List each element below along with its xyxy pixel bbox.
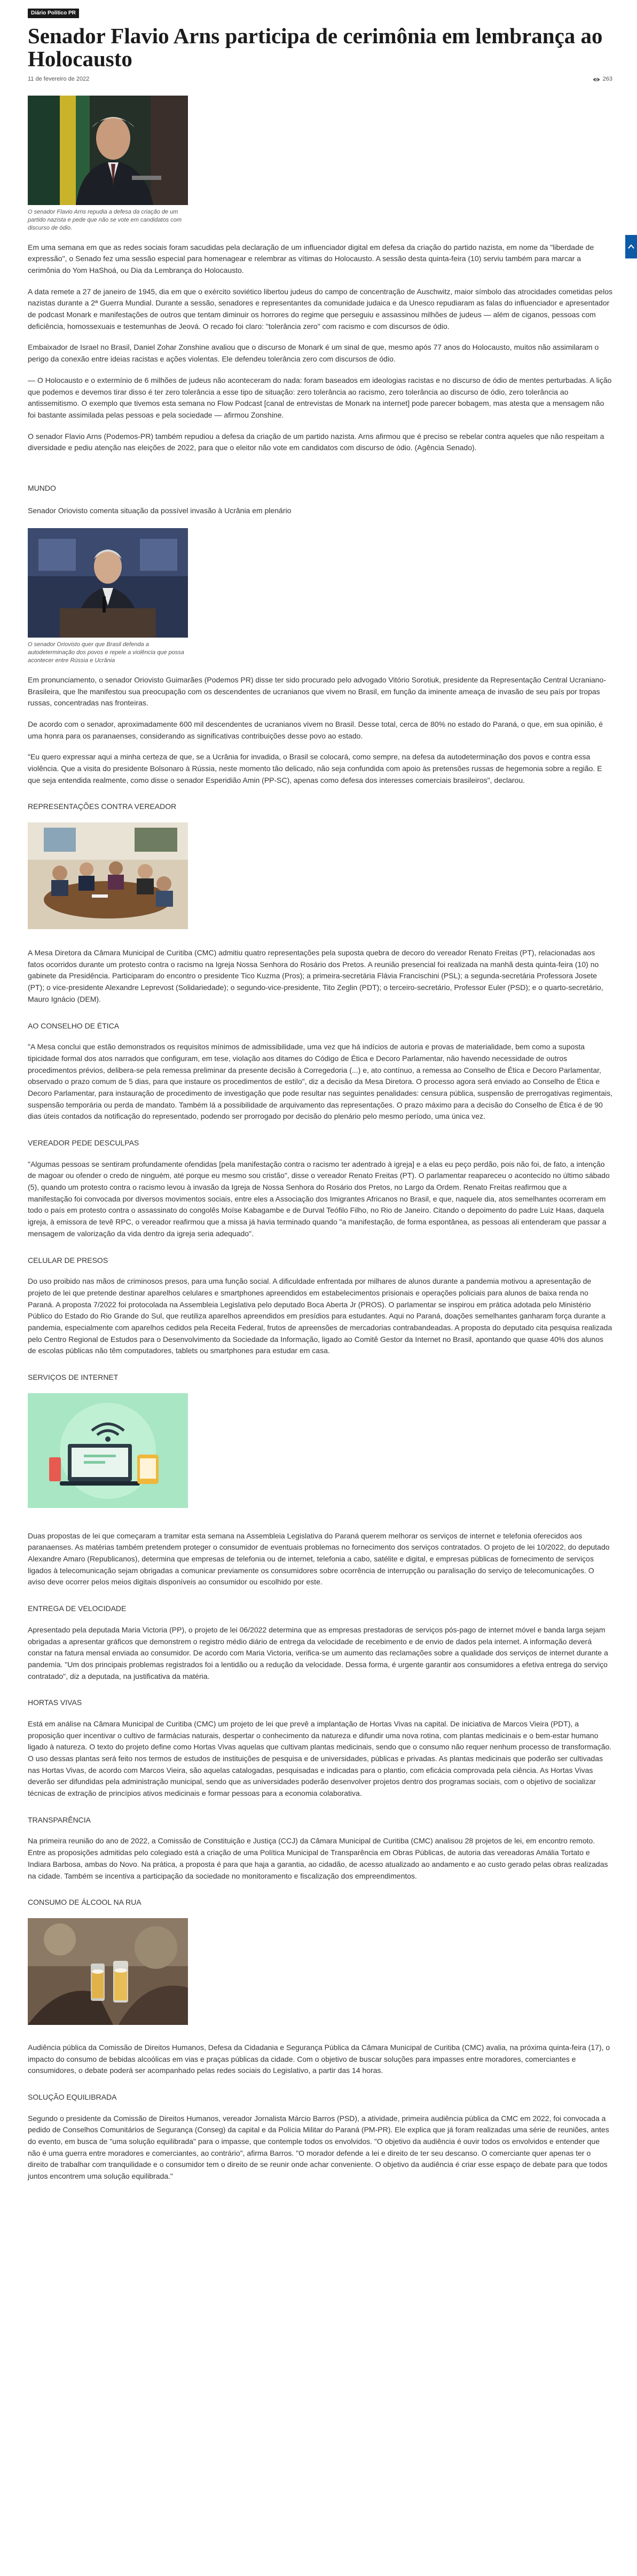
section-heading-solucao: SOLUÇÃO EQUILIBRADA bbox=[28, 2092, 117, 2101]
view-counter bbox=[593, 75, 612, 84]
photo-consumo-alcool bbox=[28, 1918, 188, 2025]
paragraph: — O Holocausto e o extermínio de 6 milhões de judeus não aconteceram do nada: foram baseados em ideologias racistas e no discurso de ódio de mentes perturbadas. A lição que podemos e devemos tirar disso é ter zero tolerância a esse tipo de situação: zero tolerância ao racismo, zero tolerância ao discurso de ódio, zero tolerância ao antissemitismo. O exemplo que tivemos esta semana no Flow Podcast [canal de entrevistas de Monark na internet] pode parecer bobagem, mas atesta que a mensagem não foi bastante assimilada pelas pessoas e pela sociedade — afirmou Zonshine. bbox=[28, 375, 612, 419]
eye-icon bbox=[593, 76, 600, 83]
section-heading-velocidade: ENTREGA DE VELOCIDADE bbox=[28, 1604, 127, 1613]
page-title: Senador Flavio Arns participa de cerimônia em lembrança ao Holocausto bbox=[28, 23, 603, 72]
article-meta bbox=[28, 75, 612, 84]
paragraph: Apresentado pela deputada Maria Victoria (PP), o projeto de lei 06/2022 determina que as empresas prestadoras de serviços pós-pago de internet móvel e banda larga sejam obrigadas a apresentar gráficos que demonstrem o registro médio diário de entrega da velocidade de recebimento e de envio de dados pela internet. A informação deverá constar na fatura mensal enviada ao consumidor. De acordo com Maria Victoria, verifica-se um aumento das reclamações sobre a qualidade dos serviços de internet durante a pandemia. "Um dos principais problemas registrados foi a lentidão ou a redução da velocidade. Dessa forma, é urgente garantir aos consumidores a efetiva entrega do serviço contratado", diz a deputada, na justificativa da matéria. bbox=[28, 1625, 608, 1680]
photo-oriovisto bbox=[28, 528, 188, 638]
paragraph: "Eu quero expressar aqui a minha certeza de que, se a Ucrânia for invadida, o Brasil se colocará, como sempre, na defesa da autodeterminação dos povos e contra essa violência. Que a visita do presidente Bolsonaro à Rússia, neste momento tão delicado, não seja confundida com apoio às pretensões russas de hegemonia sobre a região. E que seja entendida realmente, como disse o senador Esperidião Amin (PP-SC), apenas como defesa dos interesses comerciais brasileiros", declarou. bbox=[28, 752, 602, 784]
publish-date: 11 de fevereiro de 2022 bbox=[28, 76, 90, 83]
figure-alcool bbox=[28, 1918, 188, 2025]
photo-mesa-diretora bbox=[28, 822, 188, 929]
section-heading-mundo: MUNDO bbox=[28, 483, 56, 492]
photo-flavio-arns bbox=[28, 96, 188, 205]
section-heading-desculpas: VEREADOR PEDE DESCULPAS bbox=[28, 1138, 139, 1148]
section-heading-hortas: HORTAS VIVAS bbox=[28, 1698, 82, 1707]
article bbox=[28, 6, 612, 2182]
section-heading-representacoes: REPRESENTAÇÕES CONTRA VEREADOR bbox=[28, 802, 177, 811]
figure-mesa bbox=[28, 822, 188, 929]
paragraph: Está em análise na Câmara Municipal de Curitiba (CMC) um projeto de lei que prevê a implantação de Hortas Vivas na capital. De iniciativa de Marcos Vieira (PDT), a proposição quer incentivar o cultivo de farmácias naturais, despertar o conhecimento da natureza e difundir uma nova rotina, com plantas medicinais e o bem-estar humano ligado à natureza. O texto do projeto define como Hortas Vivas aquelas que cultivam plantas medicinais, sendo que o consumo não requer nenhum processo de transformação. O uso dessas plantas será feito nos termos de estudos de instituições de pesquisa e de universidades, públicas e privadas. As plantas medicinais que poderão ser cultivadas nas Hortas Vivas, de acordo com Marcos Vieira, são aquelas catalogadas, pesquisadas e indicadas para o plantio, com eficácia comprovada pela ciência. As Hortas Vivas deverão ser difundidas pela administração municipal, sendo que as universidades poderão desenvolver projetos dentro dos programas sociais, com o objetivo de socializar técnicas de extração de princípios ativos medicinais e formar pessoas para a economia colaborativa. bbox=[28, 1719, 612, 1798]
paragraph: "A Mesa conclui que estão demonstrados os requisitos mínimos de admissibilidade, uma vez que há indícios de autoria e provas de materialidade, bem como a suposta tipicidade formal dos atos narrados que configuram, em tese, violação aos ditames do Código de Ética e Decoro Parlamentar, não havendo necessidade de outros procedimentos prévios, delibera-se pela remessa preliminar da presente decisão à Corregedoria (...) e, ato contínuo, a remessa ao Conselho de Ética e Decoro Parlamentar, observado o prazo comum de 5 dias, para que instaure os procedimentos de estilo", diz a decisão da Mesa Diretora. O processo agora será enviado ao Conselho de Ética e Decoro Parlamentar, para instauração de procedimento de investigação que pode resultar nas seguintes penalidades: censura pública, suspensão de prerrogativas regimentais, suspensão temporária ou perda de mandato. Também lá a possibilidade de arquivamento das representações. O prazo máximo para a decisão do Conselho de Ética é de 90 dias úteis contados da notificação do representado, podendo ser prorrogado por decisão do plenário pelo mesmo período, uma única vez. bbox=[28, 1042, 613, 1121]
figure-internet bbox=[28, 1393, 188, 1508]
figure-arns bbox=[28, 96, 188, 232]
category-tag[interactable]: Diário Político PR bbox=[28, 9, 79, 18]
paragraph: Na primeira reunião do ano de 2022, a Comissão de Constituição e Justiça (CCJ) da Câmara Municipal de Curitiba (CMC) analisou 28 projetos de lei, em encontro remoto. Entre as proposições admitidas pelo colegiado está a criação de uma Política Municipal de Transparência em Obras Públicas, de autoria das vereadoras Amália Tortato e Indiara Barbosa, ambas do Novo. Na prática, a proposta é para que haja a garantia, ao cidadão, de acesso atualizado ao andamento e ao custo gerado pelas obras realizadas na cidade. Também se incentiva a participação da sociedade no monitoramento e fiscalização dos empreendimentos. bbox=[28, 1836, 608, 1880]
section-heading-internet: SERVIÇOS DE INTERNET bbox=[28, 1373, 119, 1382]
section-heading-celular: CELULAR DE PRESOS bbox=[28, 1255, 108, 1265]
section-heading-etica: AO CONSELHO DE ÉTICA bbox=[28, 1021, 120, 1030]
section-heading-transparencia: TRANSPARÊNCIA bbox=[28, 1815, 91, 1824]
paragraph: Duas propostas de lei que começaram a tramitar esta semana na Assembleia Legislativa do Paraná querem melhorar os serviços de internet e telefonia oferecidos aos paranaenses. As matérias também pretendem proteger o consumidor de eventuais problemas no fornecimento dos serviços contratados. O projeto de lei 10/2022, do deputado Alexandre Amaro (Republicanos), determina que empresas de telefonia ou de internet, telefonia a cabo, satélite e digital, e empresas públicas de fornecimento de serviços ligados à telecomunicação sejam obrigadas a comunicar previamente os consumidores sobre ocorrência de interrupção ou paralisação do serviço de telecomunicações. O aviso deve ocorrer pelos meios digitais disponíveis ao consumidor ou escolhido por este. bbox=[28, 1531, 610, 1587]
paragraph: A data remete a 27 de janeiro de 1945, dia em que o exército soviético libertou judeus do campo de concentração de Auschwitz, maior símbolo das atrocidades cometidas pelos nazistas durante a 2ª Guerra Mundial. Durante a sessão, senadores e representantes da comunidade judaica e da Unesco repudiaram as falas do influenciador e apresentador de podcast Monark e manifestações de outros que tentam diminuir os horrores do regime que perseguiu e assassinou milhões de judeus — além de ciganos, pessoas com deficiência, homossexuais e testemunhas de Jeová. O recado foi claro: "tolerância zero" com racismo e com discursos de ódio. bbox=[28, 287, 612, 331]
paragraph: A Mesa Diretora da Câmara Municipal de Curitiba (CMC) admitiu quatro representações pela suposta quebra de decoro do vereador Renato Freitas (PT), relacionadas aos fatos ocorridos durante um protesto contra o racismo na Igreja Nossa Senhora do Rosário dos Pretos. A reunião presencial foi realizada na manhã desta quinta-feira (10) no gabinete da Presidência. Participaram do encontro o presidente Tico Kuzma (Pros); a primeira-secretária Flávia Francischini (PSL); a segunda-secretária Professora Josete (PT); o vice-presidente Alexandre Leprevost (Solidariedade); o segundo-vice-presidente, Tito Zeglin (PDT); o terceiro-secretário, Professor Euler (PSD); e o quarto-secretário, Mauro Ignácio (DEM). bbox=[28, 948, 603, 1003]
paragraph: Audiência pública da Comissão de Direitos Humanos, Defesa da Cidadania e Segurança Pública da Câmara Municipal de Curitiba (CMC) avalia, na próxima quinta-feira (17), o impacto do consumo de bebidas alcoólicas em vias e praças públicas da cidade. Com o objetivo de buscar soluções para impasses entre moradores, comerciantes e consumidores, o debate poderá ser acompanhado pelas redes sociais do Legislativo, a partir das 14 horas. bbox=[28, 2043, 610, 2075]
illustration-internet bbox=[28, 1393, 188, 1508]
arrow-up-icon bbox=[628, 244, 634, 250]
side-scroll-button[interactable] bbox=[625, 235, 637, 258]
paragraph: O senador Flavio Arns (Podemos-PR) também repudiou a defesa da criação de um partido nazista. Arns afirmou que é preciso se rebelar contra aqueles que não respeitam a diversidade e pediu atenção nas eleições de 2022, para que o eleitor não vote em candidatos com discurso de ódio. (Agência Senado). bbox=[28, 431, 604, 452]
paragraph: Do uso proibido nas mãos de criminosos presos, para uma função social. A dificuldade enfrentada por milhares de alunos durante a pandemia motivou a apresentação de projeto de lei que pretende destinar aparelhos celulares e smartphones apreendidos em estabelecimentos prisionais e operações policiais para alunos de baixa renda no Paraná. A proposta 7/2022 foi protocolada na Assembleia Legislativa pelo deputado Boca Aberta Jr (PROS). O parlamentar se inspirou em prática adotada pelo Ministério Público do Estado do Rio Grande do Sul, que reutiliza aparelhos apreendidos em presídios para estudantes. Aqui no Paraná, doações semelhantes ganharam força durante a pandemia, especialmente com aparelhos cedidos pela Receita Federal, frutos de apreensões de mercadorias contrabandeadas. A proposta do deputado cita pesquisa realizada pelo Centro Regional de Estudos para o Desenvolvimento da Sociedade da Informação, ligado ao Comitê Gestor da Internet no Brasil, apontando que quase 40% dos alunos de escolas públicas não têm computadores, tablets ou smartphones para estudar em casa. bbox=[28, 1277, 612, 1355]
section-heading-alcool: CONSUMO DE ÁLCOOL NA RUA bbox=[28, 1898, 141, 1907]
figure-oriovisto bbox=[28, 528, 188, 665]
paragraph: Segundo o presidente da Comissão de Direitos Humanos, vereador Jornalista Márcio Barros (PSD), a atividade, primeira audiência pública da CMC em 2022, foi convocada a pedido de Conselhos Comunitários de Segurança (Conseg) da capital e da Polícia Militar do Paraná (PM-PR). Ele explica que já foram realizadas uma série de reuniões, antes do evento, em busca de "uma solução equilibrada" para o impasse, que contemple todos os envolvidos. "O objetivo da audiência é ouvir todos os envolvidos e entender que não é uma guerra entre moradores e comerciantes, ao contrário", afirma Barros. "O morador defende a lei e direito de ter seu descanso. O comerciante quer apenas ter o direito de trabalhar com tranquilidade e o consumidor tem o direito de se reunir onde achar conveniente. O objetivo da audiência é criar esse espaço de debate para que todos juntos encontrem uma solução equilibrada." bbox=[28, 2114, 609, 2181]
figure-caption: O senador Oriovisto quer que Brasil defenda a autodeterminação dos povos e repele a violência que possa acontecer entre Rússia e Ucrânia bbox=[28, 641, 184, 664]
paragraph: De acordo com o senador, aproximadamente 600 mil descendentes de ucranianos vivem no Brasil. Desse total, cerca de 80% no estado do Paraná, o que, em sua opinião, é uma honra para os paranaenses, considerando as significativas contribuições desse povo ao estado. bbox=[28, 719, 603, 740]
paragraph: Em uma semana em que as redes sociais foram sacudidas pela declaração de um influenciador digital em defesa da criação do partido nazista, em nome da "liberdade de expressão", o Senado fez uma sessão especial para homenagear e relembrar as vítimas do Holocausto. A sessão desta quinta-feira (10) serviu também para marcar a cerimônia do Yom HaShoá, ou Dia da Lembrança do Holocausto. bbox=[28, 242, 594, 275]
figure-caption: O senador Flavio Arns repudia a defesa da criação de um partido nazista e pede que não se vote em candidatos com discurso de ódio. bbox=[28, 209, 182, 231]
view-count: 263 bbox=[602, 76, 612, 83]
paragraph: Senador Oriovisto comenta situação da possível invasão à Ucrânia em plenário bbox=[28, 506, 292, 515]
paragraph: Embaixador de Israel no Brasil, Daniel Zohar Zonshine avaliou que o discurso de Monark é um sinal de que, mesmo após 77 anos do Holocausto, muitos não assimilaram o perigo da conexão entre ideias racistas e ações violentas. Ele defendeu tolerância zero com discursos de ódio. bbox=[28, 343, 599, 364]
paragraph: Em pronunciamento, o senador Oriovisto Guimarães (Podemos PR) disse ter sido procurado pelo advogado Vitório Sorotiuk, presidente da Representação Central Ucraniano-Brasileira, que lhe manifestou sua preocupação com os descendentes de ucranianos que vivem no Brasil, em função da iminente ameaça de invasão de seu país por tropas russas, concentradas nas fronteiras. bbox=[28, 675, 606, 708]
paragraph: "Algumas pessoas se sentiram profundamente ofendidas [pela manifestação contra o racismo ter adentrado à igreja] e a elas eu peço perdão, pois não foi, de fato, a intenção de magoar ou ofender o credo de ninguém, até porque eu mesmo sou cristão", disse o vereador Renato Freitas (PT). O parlamentar reapareceu o acontecido no último sábado (5), quando um protesto contra o racismo levou à invasão da Igreja de Nossa Senhora do Rosário dos Pretos, no Largo da Ordem. Renato Freitas reafirmou que a manifestação foi convocada por diversos movimentos sociais, entre eles a Associação dos Imigrantes Africanos no Brasil, e que, naquele dia, atos semelhantes ocorreram em todo o país em protesto contra o assassinato do congolês Moïse Kabagambe e de Durval Teófilo Filho, no Rio de Janeiro. Citando o depoimento do padre Luiz Haas, daquela igreja, à emissora de tevê RPC, o vereador reafirmou que a missa já havia terminado quando "a manifestação, de forma espontânea, as pessoas ali entenderam que passar a mensagem de valorização da vida dentro da igreja seria adequado". bbox=[28, 1159, 610, 1238]
